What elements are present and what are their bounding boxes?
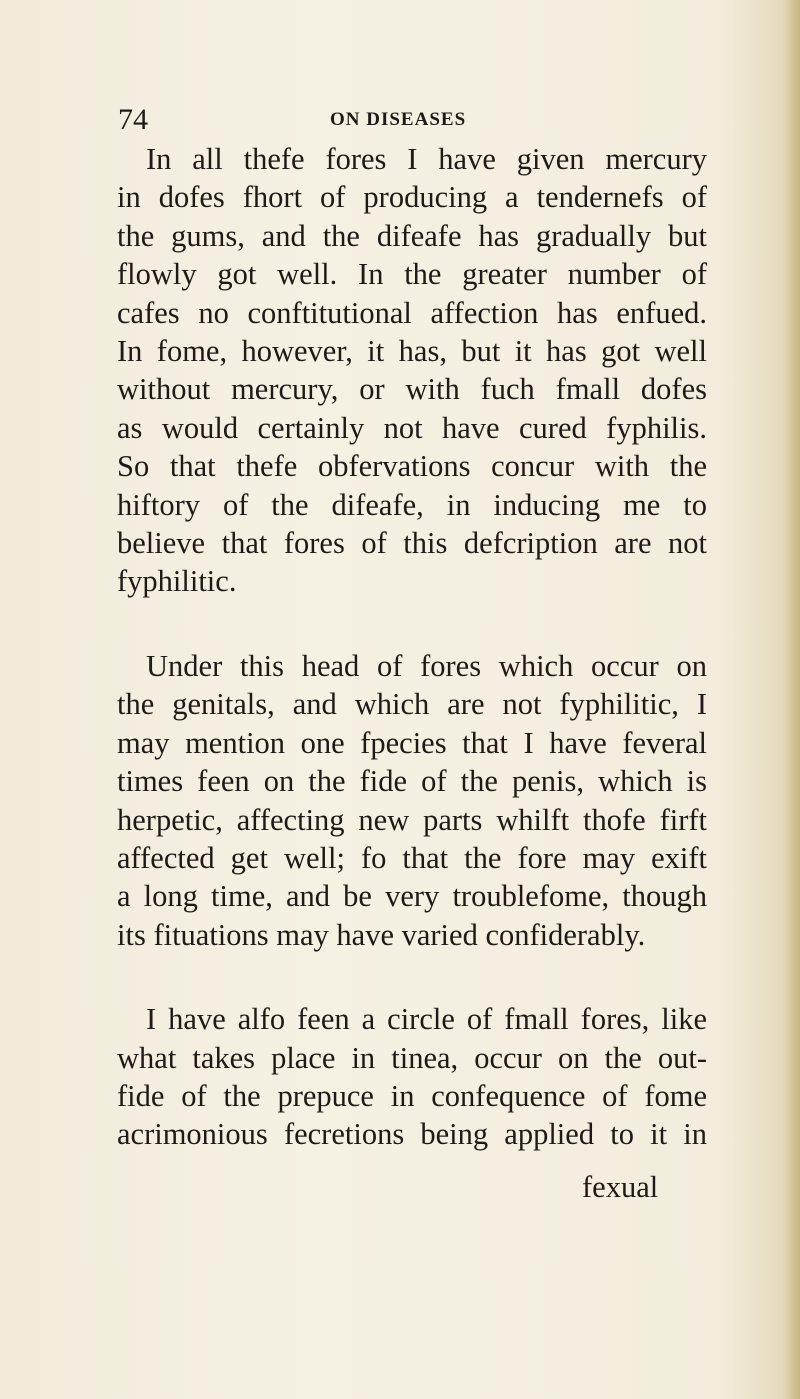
- text-line: without mercury, or with fuch fmall dofes: [117, 372, 707, 407]
- paragraph-1: [117, 140, 707, 601]
- text-line: I have alfo feen a circle of fmall fores, like: [146, 1002, 707, 1037]
- text-line: times feen on the fide of the penis, which is: [117, 764, 707, 799]
- text-line: cafes no conftitutional affection has enfued.: [117, 295, 707, 330]
- text-line: fide of the prepuce in confequence of fome: [117, 1078, 707, 1113]
- text-line: So that thefe obfervations concur with the: [117, 449, 707, 484]
- text-line: flowly got well. In the greater number of: [117, 257, 707, 292]
- text-line: the gums, and the difeafe has gradually but: [117, 218, 707, 253]
- text-line: Under this head of fores which occur on: [146, 648, 707, 683]
- text-line: as would certainly not have cured fyphilis.: [117, 410, 707, 445]
- text-line: In all thefe fores I have given mercury: [146, 142, 707, 176]
- running-head: ON DISEASES: [330, 109, 467, 130]
- paragraph-2: [117, 647, 707, 954]
- text-line: the genitals, and which are not fyphilitic, I: [117, 687, 707, 722]
- text-line: its fituations may have varied confiderably.: [117, 917, 646, 952]
- text-line: hiftory of the difeafe, in inducing me to: [117, 487, 707, 522]
- text-line: affected get well; fo that the fore may exift: [117, 840, 707, 875]
- text-line: a long time, and be very troublefome, though: [117, 879, 707, 914]
- text-line: what takes place in tinea, occur on the out-: [117, 1040, 707, 1075]
- page-header: [0, 100, 800, 140]
- text-line: In fome, however, it has, but it has got well: [117, 334, 707, 369]
- page-edge: [786, 0, 800, 1399]
- paragraph-3: [117, 1000, 707, 1154]
- body-text: [117, 140, 707, 1200]
- text-line: may mention one fpecies that I have feveral: [117, 725, 707, 760]
- text-line: herpetic, affecting new parts whilft thofe firft: [117, 802, 707, 837]
- text-line: in dofes fhort of producing a tendernefs of: [117, 180, 707, 215]
- page-number: 74: [118, 103, 148, 136]
- text-line: fyphilitic.: [117, 564, 237, 599]
- text-line: believe that fores of this defcription are not: [117, 526, 707, 561]
- text-line: acrimonious fecretions being applied to it in: [117, 1117, 707, 1152]
- catchword: fexual: [582, 1170, 659, 1204]
